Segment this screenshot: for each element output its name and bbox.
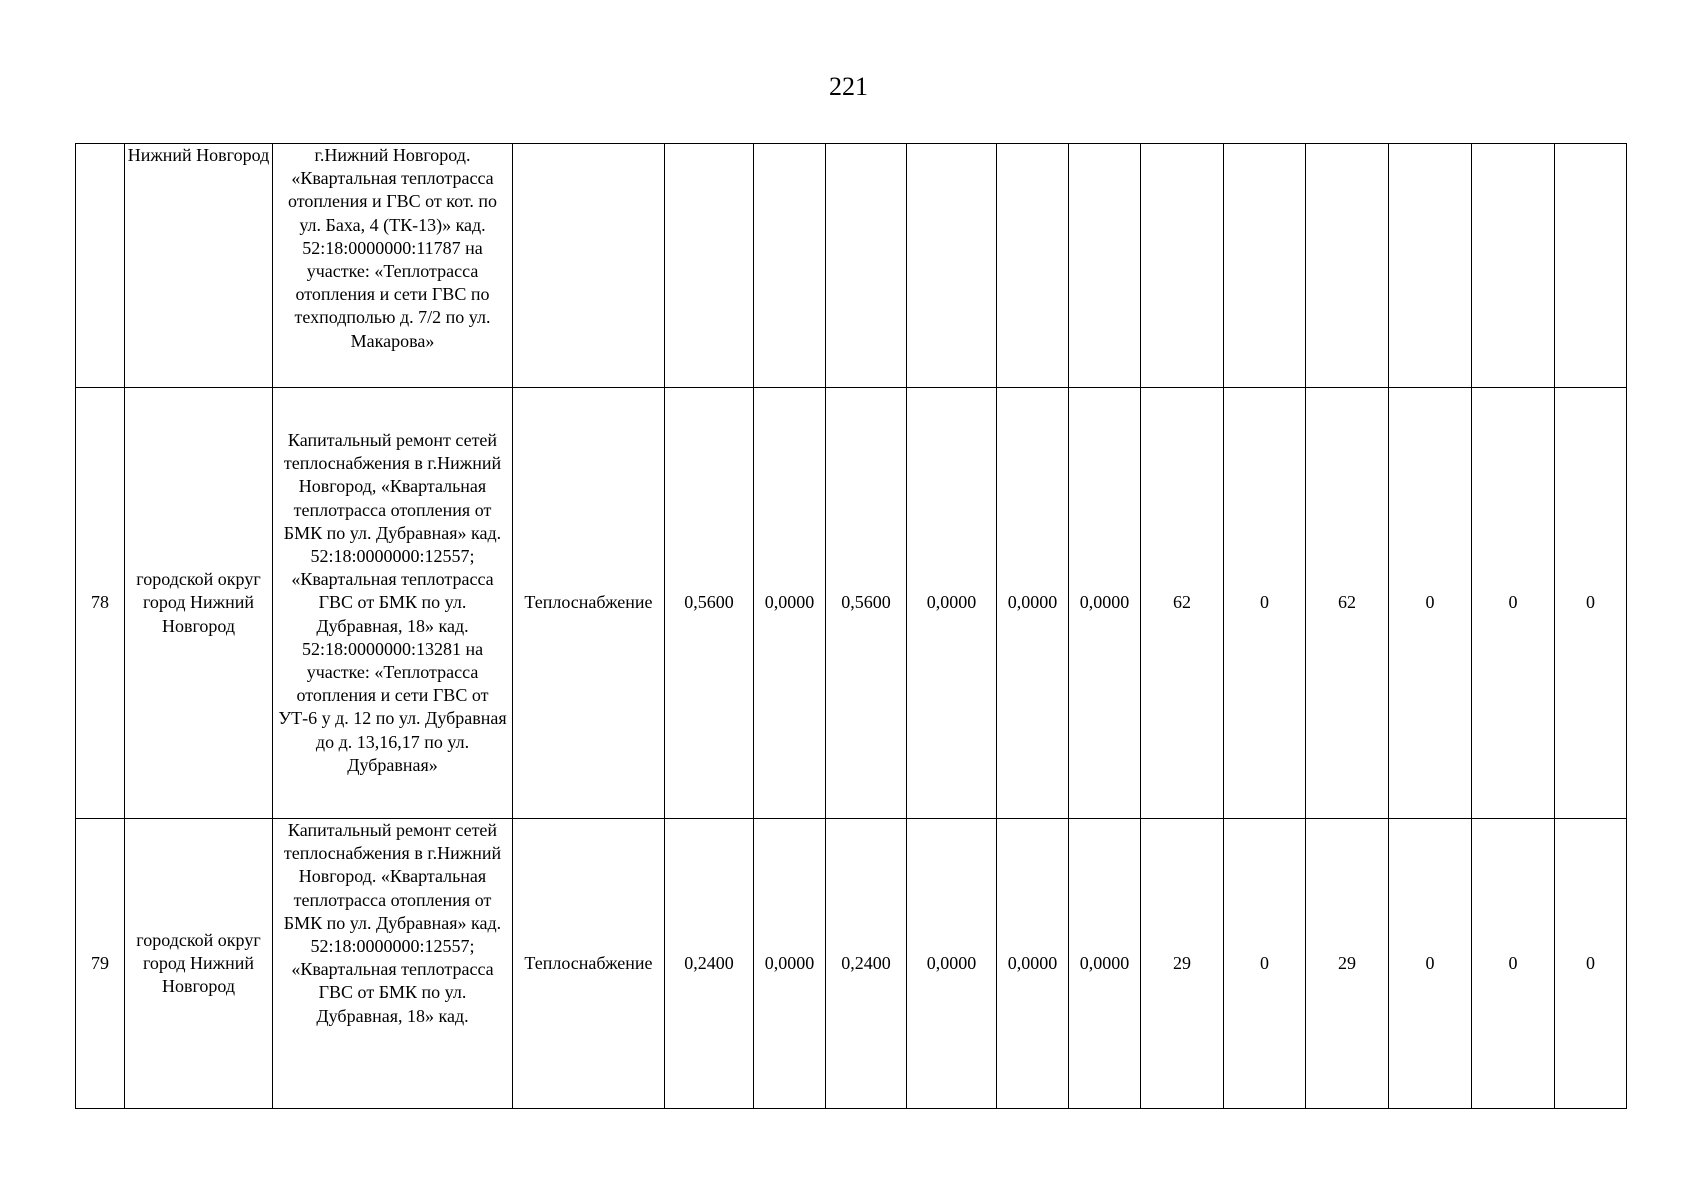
cell-value: 0: [1555, 819, 1627, 1109]
cell-value: 0: [1224, 388, 1306, 819]
table-row: [76, 388, 1627, 819]
cell-number: 79: [76, 819, 125, 1109]
cell-value: 0: [1472, 388, 1555, 819]
cell-value: [907, 144, 997, 388]
cell-value: 0: [1224, 819, 1306, 1109]
cell-value: 0,0000: [997, 819, 1069, 1109]
cell-value: 0,5600: [665, 388, 754, 819]
cell-value: 0: [1472, 819, 1555, 1109]
cell-value: [665, 144, 754, 388]
cell-value: 0: [1555, 388, 1627, 819]
cell-value: 0,0000: [907, 819, 997, 1109]
cell-value: 0,0000: [754, 388, 826, 819]
cell-municipality: городской округ город Нижний Новгород: [125, 819, 273, 1109]
cell-municipality: Нижний Новгород: [125, 144, 273, 388]
cell-value: 0: [1389, 388, 1472, 819]
cell-value: 0,5600: [826, 388, 907, 819]
cell-value: 0,0000: [997, 388, 1069, 819]
cell-value: 0,0000: [1069, 388, 1141, 819]
cell-value: [997, 144, 1069, 388]
cell-description: Капитальный ремонт сетей теплоснабжения в г.Нижний Новгород. «Квартальная теплотрасса отопления от БМК по ул. Дубравная» кад. 52:18:0000000:12557; «Квартальная теплотрасса ГВС от БМК по ул. Дубравная, 18» кад.: [273, 819, 513, 1109]
cell-value: [1141, 144, 1224, 388]
cell-number: [76, 144, 125, 388]
cell-value: [826, 144, 907, 388]
cell-value: [1389, 144, 1472, 388]
cell-value: 0,2400: [826, 819, 907, 1109]
cell-description: г.Нижний Новгород. «Квартальная теплотрасса отопления и ГВС от кот. по ул. Баха, 4 (ТК-13)» кад. 52:18:0000000:11787 на участке: «Теплотрасса отопления и сети ГВС по техподполью д. 7/2 по ул. Макарова»: [273, 144, 513, 388]
cell-value: 0,0000: [1069, 819, 1141, 1109]
cell-value: 0,2400: [665, 819, 754, 1109]
cell-value: [1306, 144, 1389, 388]
page-number: 221: [829, 72, 868, 101]
cell-value: [1224, 144, 1306, 388]
cell-type: Теплоснабжение: [513, 388, 665, 819]
cell-value: [1069, 144, 1141, 388]
table-row: [76, 144, 1627, 388]
cell-value: 0,0000: [754, 819, 826, 1109]
table-row: [76, 819, 1627, 1109]
cell-description: Капитальный ремонт сетей теплоснабжения в г.Нижний Новгород, «Квартальная теплотрасса отопления от БМК по ул. Дубравная» кад. 52:18:0000000:12557; «Квартальная теплотрасса ГВС от БМК по ул. Дубравная, 18» кад. 52:18:0000000:13281 на участке: «Теплотрасса отопления и сети ГВС от УТ-6 у д. 12 по ул. Дубравная до д. 13,16,17 по ул. Дубравная»: [273, 388, 513, 819]
cell-value: 0,0000: [907, 388, 997, 819]
cell-value: [754, 144, 826, 388]
cell-number: 78: [76, 388, 125, 819]
cell-value: [1472, 144, 1555, 388]
cell-value: [1555, 144, 1627, 388]
cell-municipality: городской округ город Нижний Новгород: [125, 388, 273, 819]
cell-value: 62: [1141, 388, 1224, 819]
cell-value: 62: [1306, 388, 1389, 819]
cell-value: 29: [1306, 819, 1389, 1109]
cell-type: Теплоснабжение: [513, 819, 665, 1109]
cell-value: 29: [1141, 819, 1224, 1109]
data-table: [75, 143, 1627, 1109]
cell-value: 0: [1389, 819, 1472, 1109]
cell-type: [513, 144, 665, 388]
